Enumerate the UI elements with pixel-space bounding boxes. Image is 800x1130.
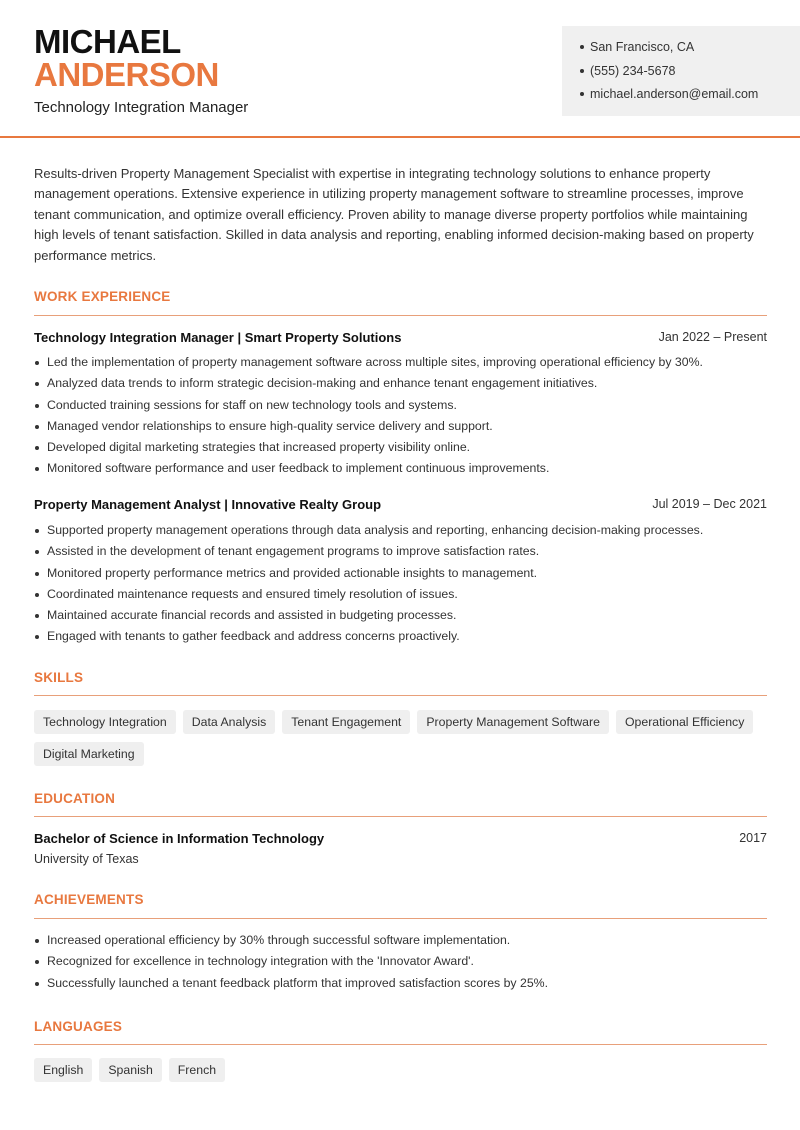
list-item: Conducted training sessions for staff on new technology tools and systems. [34,395,770,416]
job-entry-header [34,330,767,350]
skill-chip: Property Management Software [417,710,609,734]
contact-location: San Francisco, CA [580,36,800,60]
graduation-year: 2017 [739,831,767,845]
list-item: Led the implementation of property management software across multiple sites, improving operational efficiency by 30%. [34,352,770,373]
job-title-company: Technology Integration Manager | Smart Property Solutions [34,330,402,345]
skills-list [34,710,774,766]
first-name: MICHAEL [34,23,181,60]
contact-phone: (555) 234-5678 [580,60,800,84]
skill-chip: Digital Marketing [34,742,144,766]
skill-chip: Data Analysis [183,710,276,734]
job-title-company: Property Management Analyst | Innovative Realty Group [34,497,382,512]
list-item: Successfully launched a tenant feedback platform that improved satisfaction scores by 25%. [34,973,770,994]
achievement-bullets [34,930,770,994]
last-name: ANDERSON [34,56,219,93]
list-item: Analyzed data trends to inform strategic decision-making and enhance tenant engagement initiatives. [34,373,770,394]
list-item: Developed digital marketing strategies that increased property visibility online. [34,437,770,458]
skill-chip: Tenant Engagement [282,710,410,734]
skill-chip: Technology Integration [34,710,176,734]
section-divider [34,816,767,817]
section-title-work: WORK EXPERIENCE [34,289,171,304]
languages-list [34,1058,774,1082]
list-item: Supported property management operations through data analysis and reporting, enhancing decision-making processes. [34,520,770,541]
list-item: Monitored software performance and user feedback to implement continuous improvements. [34,458,770,479]
section-divider [34,1044,767,1045]
school-name: University of Texas [34,852,139,866]
section-divider [34,918,767,919]
list-item: Coordinated maintenance requests and ensured timely resolution of issues. [34,584,770,605]
section-title-education: EDUCATION [34,791,116,806]
list-item: Assisted in the development of tenant engagement programs to improve satisfaction rates. [34,541,770,562]
skill-chip: Operational Efficiency [616,710,753,734]
section-divider [34,315,767,316]
job-dates: Jan 2022 – Present [658,330,767,344]
list-item: Recognized for excellence in technology integration with the 'Innovator Award'. [34,951,770,972]
list-item: Increased operational efficiency by 30% through successful software implementation. [34,930,770,951]
job-dates: Jul 2019 – Dec 2021 [652,497,767,511]
language-chip: Spanish [99,1058,161,1082]
contact-box [562,26,800,116]
language-chip: English [34,1058,92,1082]
job-bullets [34,520,770,648]
language-chip: French [169,1058,225,1082]
section-title-skills: SKILLS [34,670,84,685]
list-item: Monitored property performance metrics and provided actionable insights to management. [34,563,770,584]
section-title-languages: LANGUAGES [34,1019,123,1034]
section-divider [34,695,767,696]
resume-header [0,0,800,138]
summary-paragraph: Results-driven Property Management Specialist with expertise in integrating technology solutions to enhance property management operations. Extensive experience in utilizing property management software to streamline processes, improve tenant communication, and optimize overall efficiency. Proven ability to manage diverse property portfolios while maintaining high levels of tenant satisfaction. Skilled in data analysis and reporting, enabling informed decision-making based on property performance metrics. [34,166,754,263]
job-entry-header [34,497,767,517]
degree: Bachelor of Science in Information Technology [34,831,325,846]
education-entry-header [34,831,767,851]
job-title: Technology Integration Manager [34,99,249,116]
list-item: Managed vendor relationships to ensure high-quality service delivery and support. [34,416,770,437]
list-item: Engaged with tenants to gather feedback and address concerns proactively. [34,626,770,647]
job-bullets [34,352,770,480]
list-item: Maintained accurate financial records and assisted in budgeting processes. [34,605,770,626]
contact-email[interactable]: michael.anderson@email.com [580,83,800,107]
section-title-achievements: ACHIEVEMENTS [34,892,144,907]
